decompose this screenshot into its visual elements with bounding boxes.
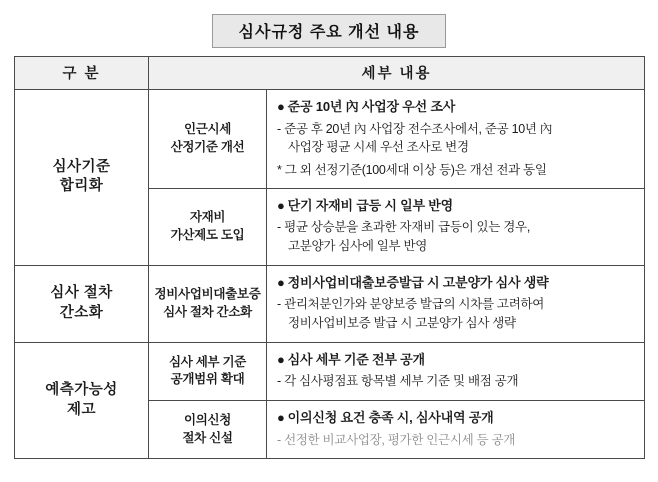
detail-bullet-2-1 [277, 273, 636, 293]
subitem-3-2-line1: 이의신청 [183, 413, 232, 428]
detail-dash-text-2-1a: 관리처분인가와 분양보증 발급의 시차를 고려하여 [284, 297, 545, 312]
category-2-line1: 심사 절차 [50, 285, 113, 302]
detail-bullet-text-3-2: 이의신청 요건 충족 시, 심사내역 공개 [287, 410, 494, 425]
detail-bullet-3-1 [277, 350, 636, 370]
table-body [15, 90, 645, 459]
detail-cell-1-2 [267, 188, 645, 265]
bullet-dot-icon: ● [277, 274, 285, 290]
detail-bullet-1-1 [277, 97, 636, 117]
subitem-2-1-line1: 정비사업비대출보증 [154, 287, 261, 302]
detail-dash-text-1-2b: 고분양가 심사에 일부 반영 [288, 239, 428, 253]
star-icon: * [277, 163, 282, 177]
detail-bullet-text-2-1: 정비사업비대출보증발급 시 고분양가 심사 생략 [287, 274, 549, 290]
subitem-1-1-line2: 산정기준 개선 [170, 139, 245, 154]
subitem-2-1-line2: 심사 절차 간소화 [163, 304, 252, 319]
subitem-3-1-line2: 공개범위 확대 [170, 372, 245, 387]
detail-dash-text-3-2a: 선정한 비교사업장, 평가한 인근시세 등 공개 [284, 432, 516, 447]
subitem-cell-1-1 [149, 90, 267, 189]
detail-dash-text-1-2a: 평균 상승분을 초과한 자재비 급등이 있는 경우, [284, 220, 530, 235]
dash-icon: - [277, 374, 281, 389]
detail-dash-1-2a [277, 218, 636, 256]
category-cell-2 [15, 265, 149, 342]
subitem-1-2-line1: 자재비 [189, 210, 226, 225]
detail-bullet-text-1-2: 단기 자재비 급등 시 일부 반영 [287, 197, 454, 213]
detail-dash-3-2a [277, 431, 636, 450]
improvement-table [14, 56, 645, 459]
detail-dash-text-1-1b: 사업장 평균 시세 우선 조사로 변경 [288, 140, 469, 155]
detail-dash-text-1-1a: 준공 후 20년 內 사업장 전수조사에서, 준공 10년 內 [284, 121, 553, 136]
category-cell-1 [15, 90, 149, 266]
detail-bullet-1-2 [277, 196, 636, 216]
subitem-3-1-line1: 심사 세부 기준 [169, 354, 246, 369]
category-3-line1: 예측가능성 [45, 381, 118, 398]
subitem-3-2-line2: 절차 신설 [182, 430, 233, 445]
dash-icon: - [277, 297, 281, 312]
bullet-dot-icon: ● [277, 351, 285, 367]
header-detail: 세부 내용 [149, 57, 645, 90]
title-banner-wrap [14, 14, 644, 48]
subitem-1-2-line2: 가산제도 도입 [170, 227, 245, 242]
detail-cell-2-1 [267, 265, 645, 342]
bullet-dot-icon: ● [277, 99, 285, 114]
page-title: 심사규정 주요 개선 내용 [212, 14, 447, 48]
subitem-cell-3-2 [149, 401, 267, 459]
category-cell-3 [15, 342, 149, 459]
category-1-line1: 심사기준 [52, 158, 111, 175]
detail-star-1-1 [277, 161, 636, 180]
dash-icon: - [277, 432, 281, 447]
table-header-row [15, 57, 645, 90]
subitem-cell-2-1 [149, 265, 267, 342]
bullet-dot-icon: ● [277, 410, 285, 425]
detail-dash-text-2-1b: 정비사업비보증 발급 시 고분양가 심사 생략 [288, 316, 516, 330]
detail-cell-1-1 [267, 90, 645, 189]
dash-icon: - [277, 220, 281, 235]
category-3-line2: 제고 [66, 401, 96, 418]
subitem-cell-1-2 [149, 188, 267, 265]
detail-cell-3-1 [267, 342, 645, 400]
detail-dash-2-1a [277, 295, 636, 333]
detail-bullet-text-1-1: 준공 10년 內 사업장 우선 조사 [287, 99, 456, 114]
subitem-cell-3-1 [149, 342, 267, 400]
subitem-1-1-line1: 인근시세 [183, 122, 232, 137]
category-2-line2: 간소화 [59, 304, 104, 321]
detail-cell-3-2 [267, 401, 645, 459]
table-row [15, 265, 645, 342]
dash-icon: - [277, 121, 281, 136]
table-row [15, 342, 645, 400]
header-gubun: 구 분 [15, 57, 149, 90]
detail-dash-1-1a [277, 120, 636, 158]
category-1-line2: 합리화 [59, 178, 104, 195]
detail-bullet-text-3-1: 심사 세부 기준 전부 공개 [287, 351, 425, 367]
detail-star-text-1-1: 그 외 선정기준(100세대 이상 등)은 개선 전과 동일 [284, 163, 547, 177]
detail-dash-text-3-1a: 각 심사평점표 항목별 세부 기준 및 배점 공개 [284, 374, 519, 389]
table-row [15, 90, 645, 189]
detail-dash-3-1a [277, 372, 636, 391]
table-head [15, 57, 645, 90]
bullet-dot-icon: ● [277, 197, 285, 213]
detail-bullet-3-2 [277, 408, 636, 428]
